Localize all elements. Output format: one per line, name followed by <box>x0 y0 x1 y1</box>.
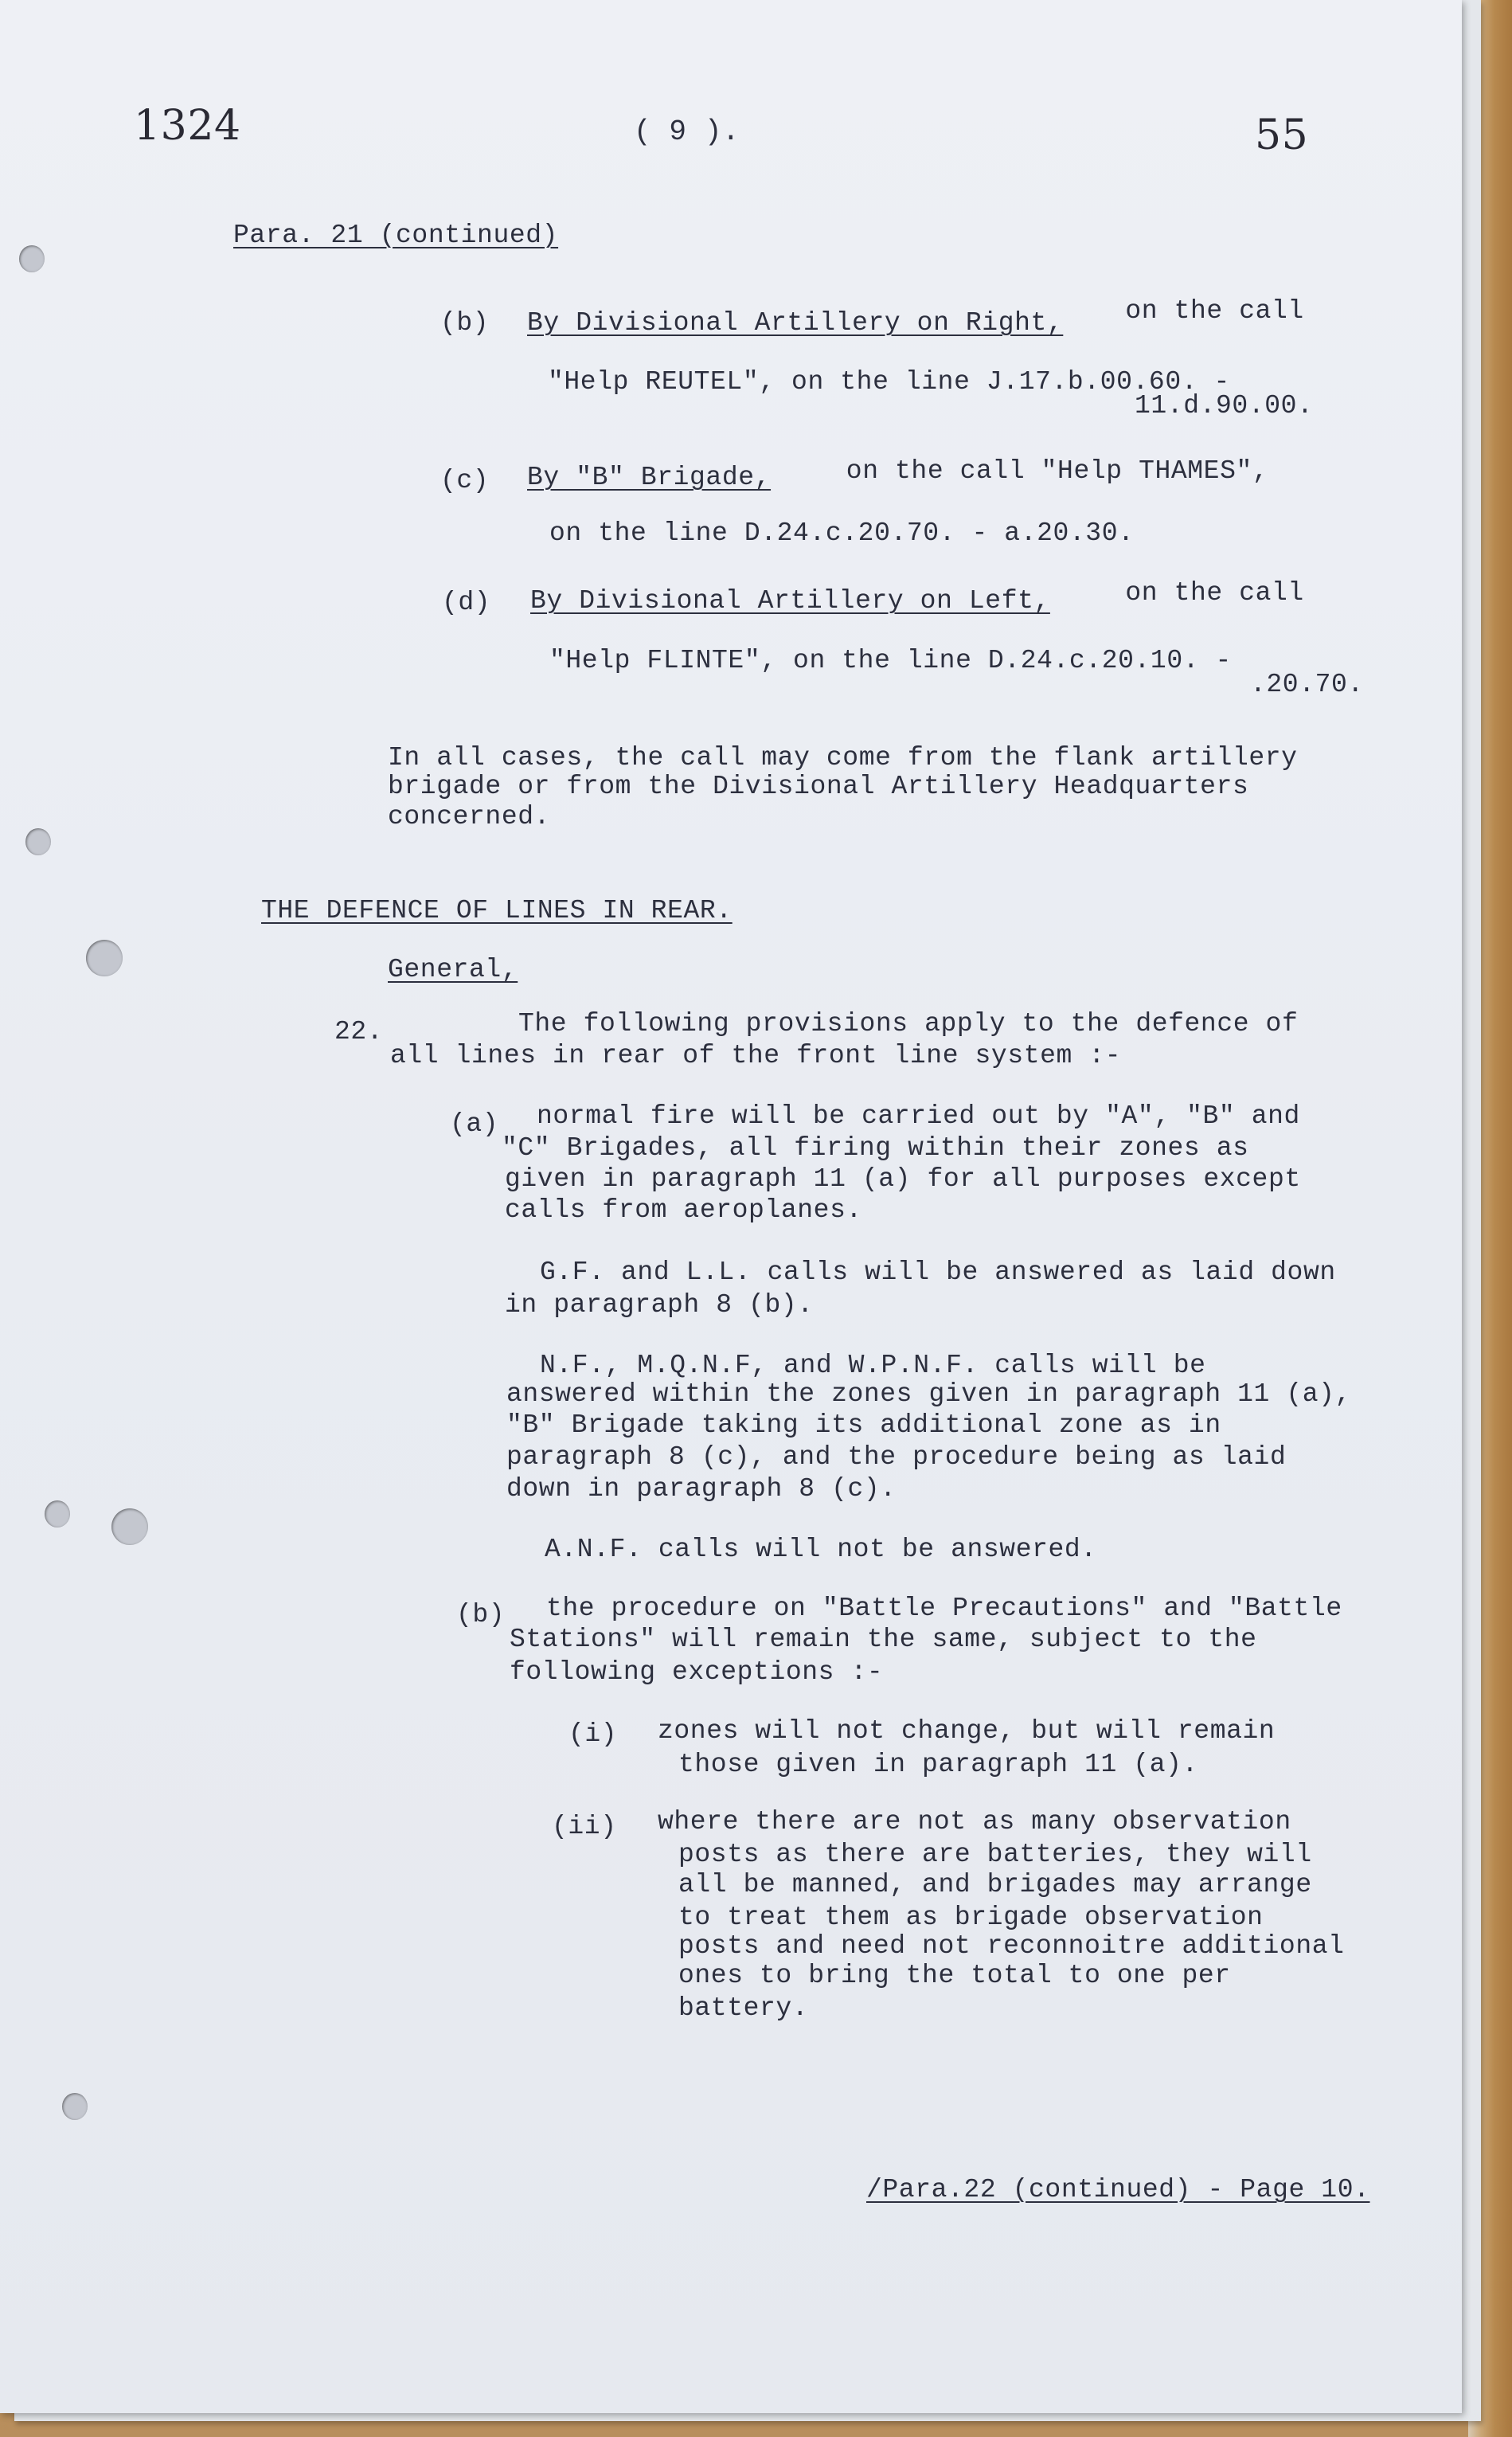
para22-b-ii-line: posts as there are batteries, they will <box>678 1840 1312 1869</box>
para22-b-ii-label: (ii) <box>552 1812 617 1841</box>
para22-a-nf-line: "B" Brigade taking its additional zone as in <box>506 1410 1221 1440</box>
para21-c-title: By "B" Brigade, <box>527 463 772 492</box>
para22-intro-line: The following provisions apply to the defence of <box>518 1009 1299 1039</box>
para22-b-i-label: (i) <box>568 1719 618 1749</box>
punch-hole <box>45 1500 70 1528</box>
para22-a-nf-line: N.F., M.Q.N.F, and W.P.N.F. calls will be <box>540 1351 1206 1380</box>
punch-hole <box>19 245 45 272</box>
para22-b-line: Stations" will remain the same, subject to the <box>510 1625 1257 1654</box>
para22-a-nf-line: down in paragraph 8 (c). <box>506 1474 897 1504</box>
para21-d-label: (d) <box>442 588 491 617</box>
para21-c-line2: on the line D.24.c.20.70. - a.20.30. <box>549 518 1135 548</box>
para22-a-line: "C" Brigades, all firing within their zones as <box>502 1133 1249 1163</box>
para21-d-rest: on the call <box>1109 578 1304 608</box>
punch-hole <box>25 828 51 855</box>
para22-a-line: given in paragraph 11 (a) for all purposes except <box>505 1164 1301 1194</box>
page-number-marker: ( 9 ). <box>634 115 740 148</box>
para21-b-line2: "Help REUTEL", on the line J.17.b.00.60. - <box>548 367 1230 397</box>
para22-b-ii-line: to treat them as brigade observation <box>678 1903 1264 1932</box>
para22-a-label: (a) <box>450 1109 499 1139</box>
para22-b-line: following exceptions :- <box>510 1657 884 1687</box>
para22-b-ii-line: posts and need not reconnoitre additional <box>678 1931 1345 1961</box>
para22-a-line: calls from aeroplanes. <box>505 1195 862 1225</box>
para22-number: 22. <box>334 1017 384 1046</box>
para21-b-line3: 11.d.90.00. <box>1135 391 1314 421</box>
para21-heading: Para. 21 (continued) <box>233 221 559 250</box>
para22-a-line: normal fire will be carried out by "A", "B" and <box>537 1101 1300 1131</box>
para21-c-label: (c) <box>440 466 490 495</box>
para21-d-line3: .20.70. <box>1250 670 1364 699</box>
para22-b-ii-line: all be manned, and brigades may arrange <box>678 1870 1312 1899</box>
folio-number-left: 1324 <box>134 102 241 150</box>
para22-b-i-line: zones will not change, but will remain <box>658 1716 1276 1746</box>
continuation-note: /Para.22 (continued) - Page 10. <box>866 2175 1370 2204</box>
para21-note-line: In all cases, the call may come from the flank artillery <box>388 743 1298 773</box>
para22-b-ii-line: where there are not as many observation <box>658 1807 1291 1837</box>
para22-a-nf-line: answered within the zones given in paragraph 11 (a), <box>506 1379 1351 1409</box>
para21-b-title: By Divisional Artillery on Right, <box>527 308 1064 338</box>
para21-b-label: (b) <box>440 308 490 338</box>
para21-d-line2: "Help FLINTE", on the line D.24.c.20.10. - <box>549 646 1232 675</box>
para22-intro-line: all lines in rear of the front line system :- <box>390 1041 1122 1070</box>
para22-b-line: the procedure on "Battle Precautions" and "Battle <box>546 1594 1342 1623</box>
para21-c-rest: on the call "Help THAMES", <box>814 456 1269 486</box>
folio-number-right: 55 <box>1255 111 1309 159</box>
section-heading: THE DEFENCE OF LINES IN REAR. <box>261 896 733 925</box>
para22-b-ii-line: ones to bring the total to one per <box>678 1961 1231 1990</box>
para21-b-rest: on the call <box>1109 296 1304 326</box>
para22-b-i-line: those given in paragraph 11 (a). <box>678 1750 1198 1779</box>
punch-hole <box>86 940 123 976</box>
section-subheading: General, <box>388 955 518 984</box>
punch-hole <box>62 2093 88 2120</box>
para22-a-gf-line: G.F. and L.L. calls will be answered as laid down <box>540 1258 1336 1287</box>
para22-a-nf-line: paragraph 8 (c), and the procedure being as laid <box>506 1442 1287 1472</box>
para21-note-line: brigade or from the Divisional Artillery Headquarters <box>388 772 1249 801</box>
para22-b-ii-line: battery. <box>678 1993 809 2023</box>
para22-a-anf-line: A.N.F. calls will not be answered. <box>545 1535 1097 1564</box>
para22-b-label: (b) <box>456 1600 506 1629</box>
para21-d-title: By Divisional Artillery on Left, <box>530 586 1050 616</box>
para21-note-line: concerned. <box>388 802 551 831</box>
punch-hole <box>111 1508 148 1545</box>
para22-a-gf-line: in paragraph 8 (b). <box>505 1290 814 1320</box>
